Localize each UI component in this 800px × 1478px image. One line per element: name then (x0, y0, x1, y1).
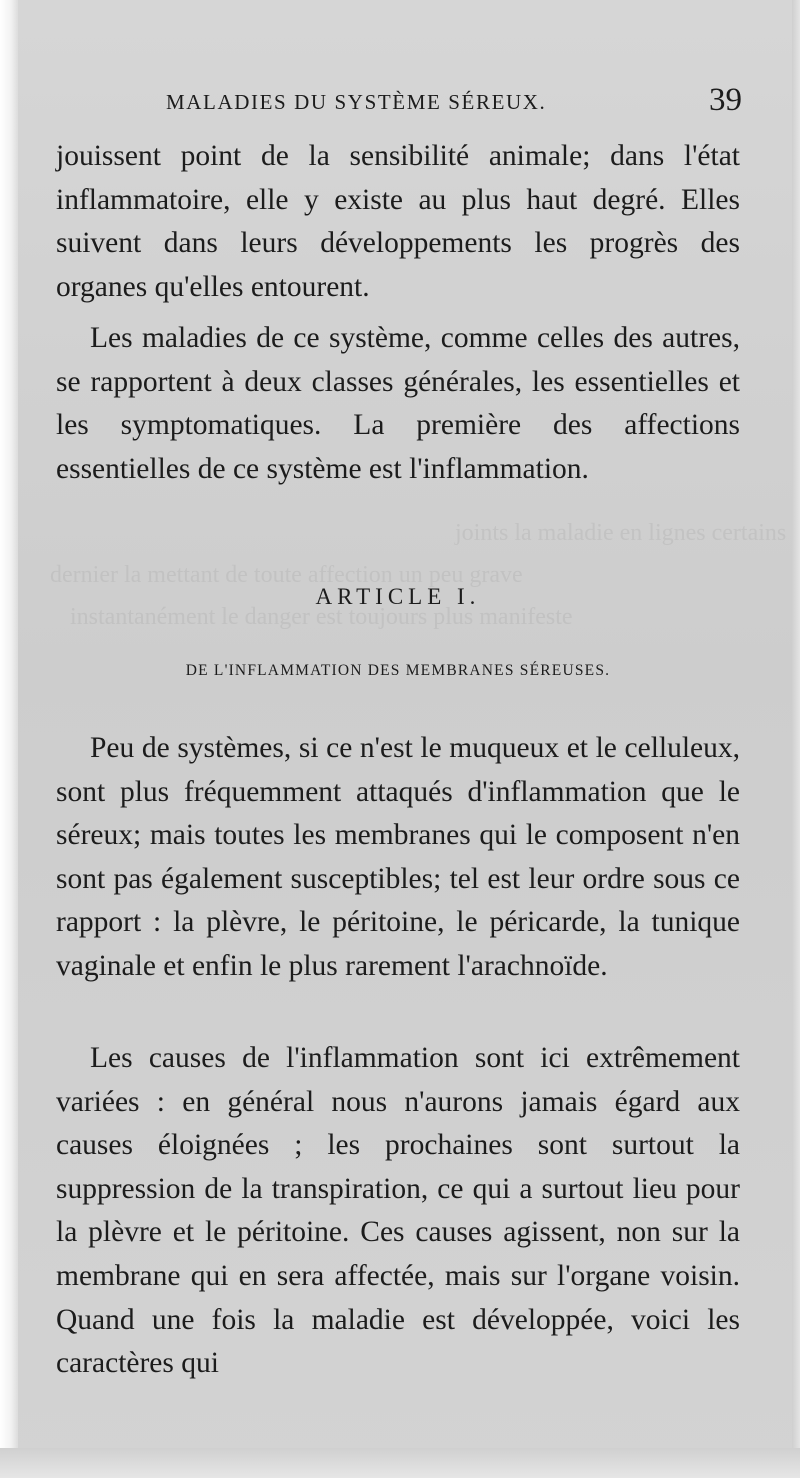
page-left-edge (0, 0, 18, 1478)
page-number: 39 (709, 82, 742, 118)
bleed-through-line: dernier la mettant de toute affection un peu grave (50, 562, 523, 588)
paragraph: Les maladies de ce système, comme celles des autres, se rapportent à deux classes générales, les essentielles et les symptomatiques. La première des affections essentielles de ce système est l'inflammation. (56, 322, 740, 485)
section-title: DE L'INFLAMMATION DES MEMBRANES SÉREUSES. (185, 662, 611, 679)
bleed-through-line: joints la maladie en lignes certains (455, 520, 787, 546)
article-heading: ARTICLE I. (315, 584, 481, 609)
running-title: MALADIES DU SYSTÈME SÉREUX. (166, 90, 547, 114)
running-head (62, 82, 742, 128)
bleed-through-line: instantanément le danger est toujours plus manifeste (70, 604, 573, 630)
paragraph: Les causes de l'inflammation sont ici extrêmement variées : en général nous n'aurons jamais égard aux causes éloignées ; les prochaines sont surtout la suppression de la transpiration, ce qui a surtout lieu pour la plèvre et le péritoine. Ces causes agissent, non sur la membrane qui en sera affectée, mais sur l'organe voisin. Quand une fois la maladie est développée, voici les caractères qui (56, 1042, 740, 1380)
paragraph: Peu de systèmes, si ce n'est le muqueux et le celluleux, sont plus fréquemment attaqués d'inflammation que le séreux; mais toutes les membranes qui le composent n'en sont pas également susceptibles; tel est leur ordre sous ce rapport : la plèvre, le péritoine, le péricarde, la tunique vaginale et enfin le plus rarement l'arachnoïde. (56, 732, 740, 982)
page-bottom-edge (0, 1448, 800, 1478)
page-right-edge (792, 0, 800, 1478)
paragraph: jouissent point de la sensibilité animale; dans l'état inflammatoire, elle y existe au plus haut degré. Elles suivent dans leurs développements les progrès des organes qu'elles entourent. (56, 140, 740, 303)
